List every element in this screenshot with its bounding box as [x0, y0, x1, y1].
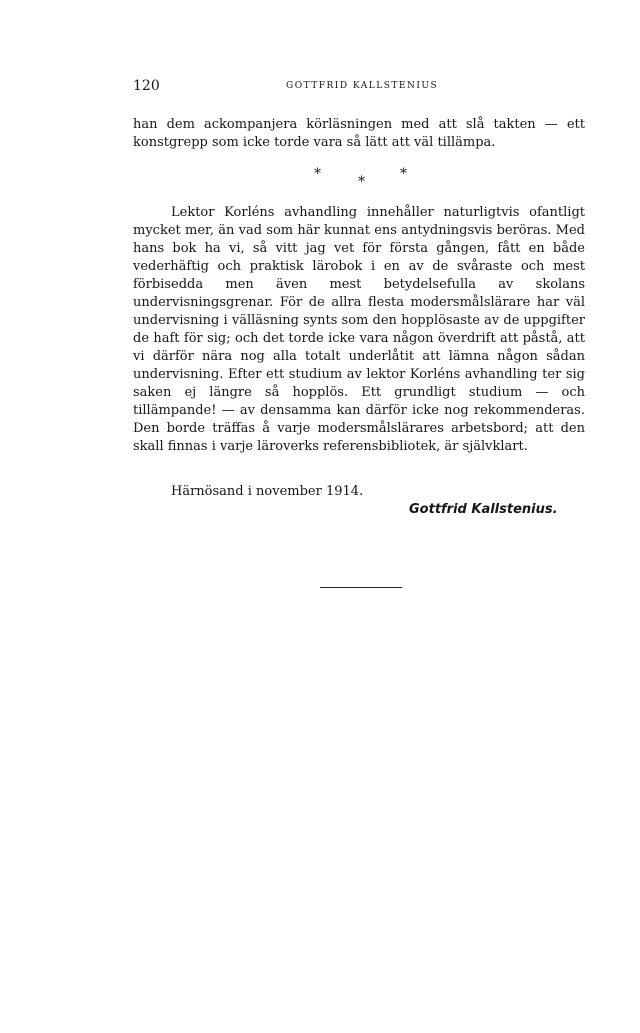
divider-rule: [320, 587, 402, 588]
running-head: GOTTFRID KALLSTENIUS: [286, 81, 439, 91]
asterisk-ornament: *: [358, 174, 365, 190]
page-number: 120: [133, 78, 160, 94]
place-date: Härnösand i november 1914.: [171, 484, 364, 499]
author-signature: Gottfrid Kallstenius.: [409, 502, 558, 517]
asterisk-ornament: *: [314, 166, 321, 182]
intro-text: han dem ackompanjera körläsningen med att slå takten — ett konstgrepp som icke torde vara så lätt att väl tillämpa.: [133, 117, 585, 150]
body-paragraph-block: [133, 204, 585, 456]
asterisk-ornament: *: [400, 166, 407, 182]
body-paragraph: Lektor Korléns avhandling innehåller naturligtvis ofantligt mycket mer, än vad som här kunnat ens antydningsvis beröras. Med hans bok ha vi, så vitt jag vet för första gången, fått en både vederhäftig och praktisk lärobok i en av de svåraste och mest förbisedda men även mest betydelsefulla av skolans undervisningsgrenar. För de allra flesta modersmålslärare har väl undervisning i välläsning synts som den hopplösaste av de uppgifter de haft för sig; och det torde icke vara någon överdrift att påstå, att vi därför nära nog alla totalt underlåtit att lämna någon sådan undervisning. Efter ett studium av lektor Korléns avhandling ter sig saken ej längre så hopplös. Ett grundligt studium — och tillämpande! — av densamma kan därför icke nog rekommenderas. Den borde träffas å varje modersmålslärares arbetsbord; att den skall finnas i varje läroverks referensbibliotek, är självklart.: [133, 205, 585, 454]
